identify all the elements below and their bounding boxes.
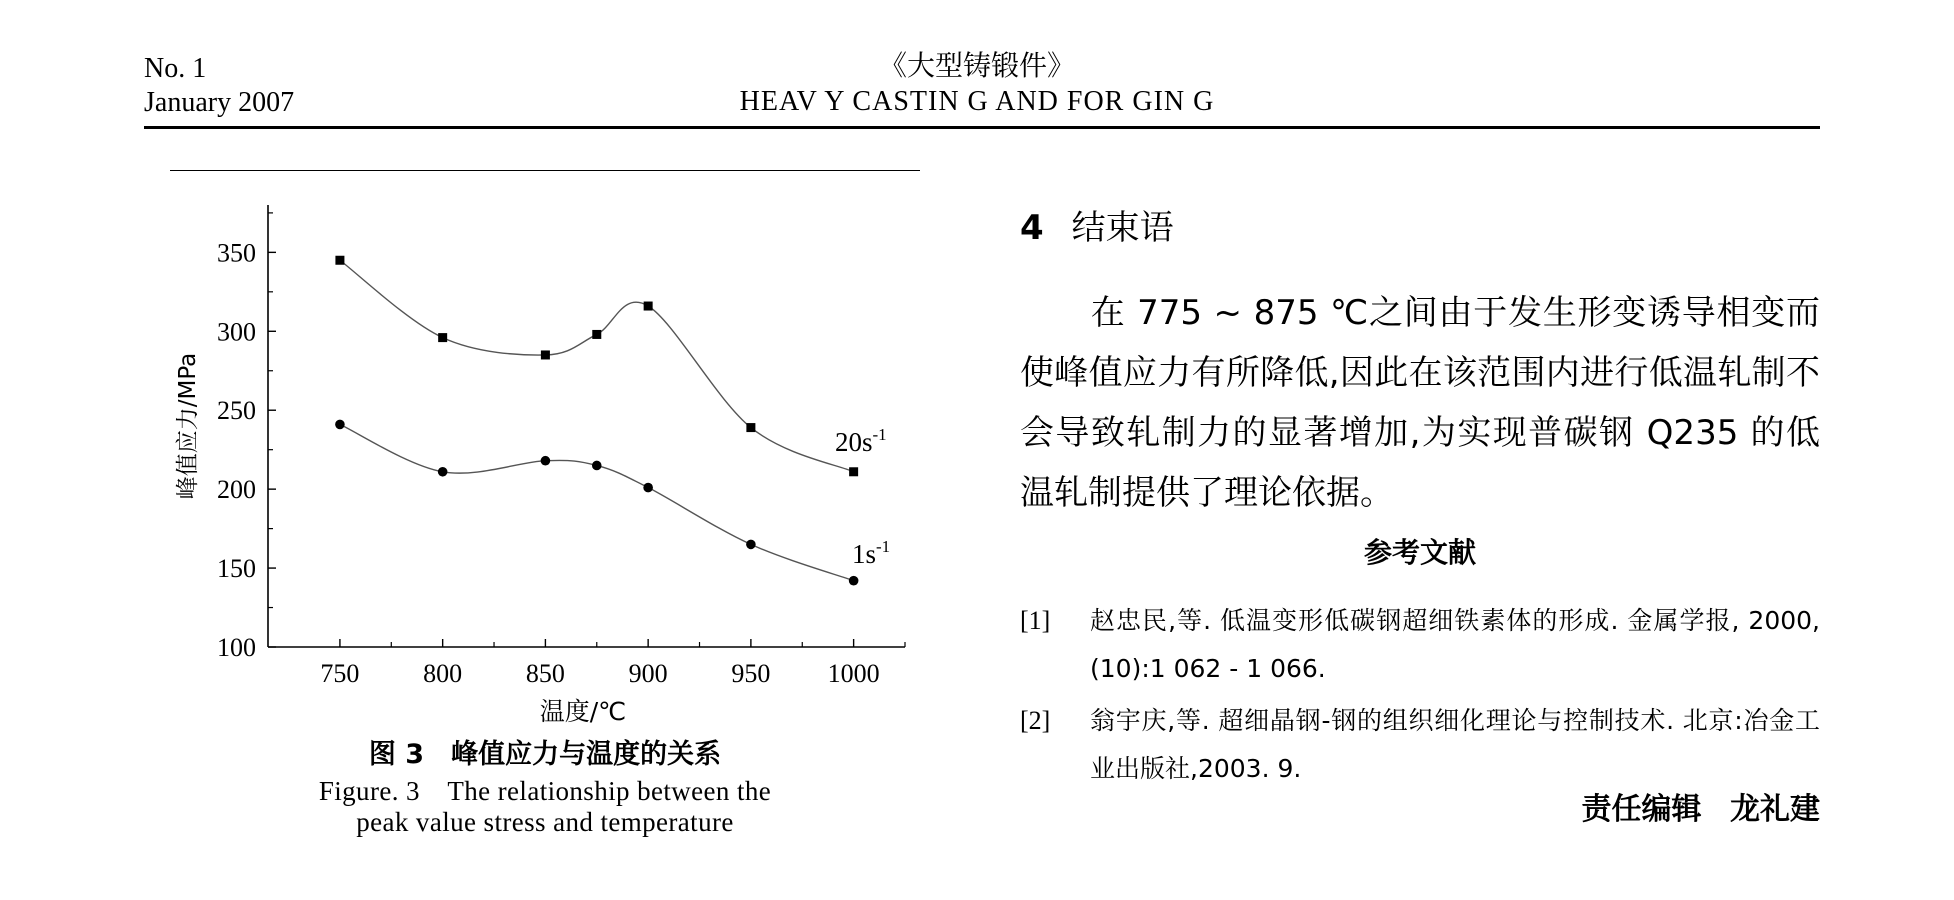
data-points xyxy=(335,256,858,586)
data-point-square xyxy=(592,330,601,339)
reference-tag: [1] xyxy=(1020,606,1051,635)
y-tick-label: 250 xyxy=(217,396,256,426)
y-tick-label: 300 xyxy=(217,317,256,347)
data-point-circle xyxy=(438,467,448,477)
series-label-20s xyxy=(835,425,887,457)
series-label-20s-sup: -1 xyxy=(872,425,887,444)
conclusion-paragraph xyxy=(1020,283,1820,523)
data-point-circle xyxy=(746,540,756,550)
reference-item-1 xyxy=(1020,597,1820,693)
x-tick-label: 850 xyxy=(525,659,565,688)
y-tick-label: 150 xyxy=(217,554,256,584)
data-point-circle xyxy=(592,461,602,471)
issue-number: No. 1 xyxy=(144,53,207,84)
y-tick-label: 100 xyxy=(217,633,256,662)
reference-text: 翁宇庆,等. 超细晶钢-钢的组织细化理论与控制技术. 北京:冶金工业出版社,2003. 9. xyxy=(1090,706,1820,783)
reference-item-2 xyxy=(1020,697,1820,793)
running-header-center xyxy=(0,48,1954,120)
series-curve-1 xyxy=(340,424,854,580)
y-axis-label: 峰值应力/MPa xyxy=(175,352,201,500)
fit-curves xyxy=(340,260,854,580)
series-curve-0 xyxy=(340,260,854,472)
responsible-editor: 责任编辑 龙礼建 xyxy=(1581,792,1820,827)
figure-caption-en-line2: peak value stress and temperature xyxy=(356,807,734,837)
reference-text: 赵忠民,等. 低温变形低碳钢超细铁素体的形成. 金属学报, 2000,(10):1 062 - 1 066. xyxy=(1090,606,1820,683)
journal-title-en: HEAV Y CASTIN G AND FOR GIN G xyxy=(739,86,1215,117)
journal-title-cn: 《大型铸锻件》 xyxy=(878,49,1075,82)
data-point-square xyxy=(644,302,653,311)
data-point-square xyxy=(849,467,858,476)
x-axis-label: 温度/℃ xyxy=(539,697,627,726)
section-heading xyxy=(1020,206,1174,250)
figure-caption-en xyxy=(170,776,920,838)
figure-caption-en-line1: Figure. 3 The relationship between the xyxy=(318,776,772,806)
figure-caption-cn: 图 3 峰值应力与温度的关系 xyxy=(368,739,722,770)
reference-tag: [2] xyxy=(1020,706,1051,735)
x-tick-label: 1000 xyxy=(827,659,880,688)
data-point-circle xyxy=(849,576,859,586)
figure-top-rule xyxy=(170,170,920,171)
data-point-square xyxy=(438,333,447,342)
data-point-square xyxy=(541,350,550,359)
references-heading: 参考文献 xyxy=(1363,536,1476,569)
data-point-circle xyxy=(335,420,345,430)
data-point-circle xyxy=(643,483,653,493)
data-point-square xyxy=(335,256,344,265)
section-number: 4 xyxy=(1020,208,1044,248)
x-tick-label: 950 xyxy=(731,659,771,688)
header-rule xyxy=(144,126,1820,129)
y-tick-label: 200 xyxy=(217,475,256,505)
conclusion-text: 在 775 ~ 875 ℃之间由于发生形变诱导相变而使峰值应力有所降低,因此在该范围内进行低温轧制不会导致轧制力的显著增加,为实现普碳钢 Q235 的低温轧制提供了理论依据。 xyxy=(1020,293,1820,513)
series-label-1s-sup: -1 xyxy=(876,537,891,556)
series-label-1s-name: 1s xyxy=(852,539,877,569)
series-label-1s xyxy=(852,537,890,569)
series-label-20s-name: 20s xyxy=(835,427,873,457)
chart-axes xyxy=(268,205,905,647)
x-tick-label: 750 xyxy=(320,659,360,688)
section-title: 结束语 xyxy=(1071,208,1174,248)
y-tick-label: 350 xyxy=(217,238,256,268)
x-tick-label: 900 xyxy=(628,659,668,688)
stress-temperature-chart xyxy=(150,185,930,735)
data-point-circle xyxy=(541,456,551,466)
x-tick-label: 800 xyxy=(423,659,463,688)
axis-ticks xyxy=(217,213,905,688)
issue-date: January 2007 xyxy=(144,87,295,118)
data-point-square xyxy=(746,423,755,432)
